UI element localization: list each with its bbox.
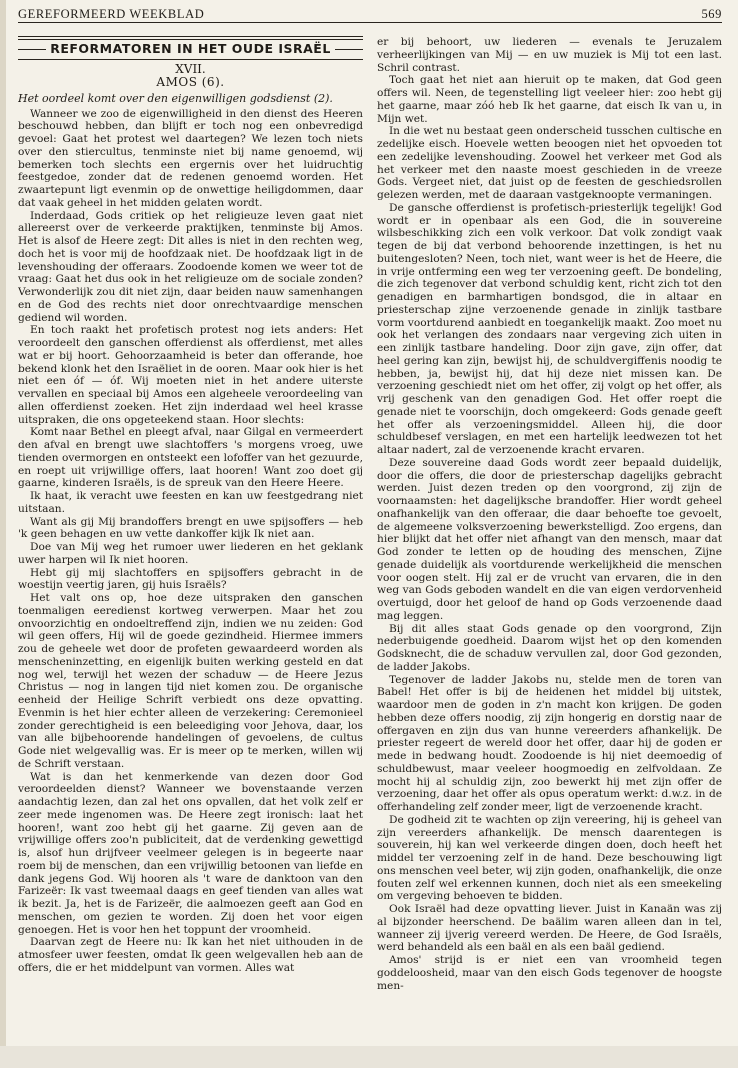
paragraph: Amos' strijd is er niet een van vroomheid tegen goddeloosheid, maar van den eisch Gods tegenover de hoogste men-: [377, 954, 722, 992]
page-number: 569: [701, 7, 722, 21]
paragraph: Tegenover de ladder Jakobs nu, stelde men de toren van Babel! Het offer is bij de heidenen het middel bij uitstek, waardoor men de goden in z'n macht kon krijgen. De goden hebben deze offers noodig, zij zijn hongerig en dorstig naar de offergaven en zijn dus van hunne vereerders afhankelijk. De priester regeert de wereld door het offer, daar hij de goden er mede in bedwang houdt. Zoodoende is hij niet deemoedig of schuldbewust, maar veeleer hoogmoedig en zelfvoldaan. Ze mocht hij al schuldig zijn, zoo bewerkt hij met zijn offer de verzoening, daar het offer als opus operatum werkt: d.w.z. in de offerhandeling zelf zonder meer, ligt de verzoenende kracht.: [377, 673, 722, 813]
page-edge-shadow: [0, 0, 6, 1068]
publication-title: GEREFORMEERD WEEKBLAD: [18, 7, 205, 21]
paragraph: Wat is dan het kenmerkende van dezen door God veroordeelden dienst? Wanneer we bovenstaande verzen aandachtig lezen, dan zal het ons opvallen, dat het volk zelf er zeer mede ingenomen was. De Heere zegt ironisch: laat het hooren!, want zoo hebt gij het gaarne. Zij geven aan de vrijwillige offers zoo'n publiciteit, dat de verdenking gewettigd is, alsof hun drijfveer veelmeer gelegen is in begeerte naar roem bij de menschen, dan een vrijwillig betoonen van liefde en dank jegens God. Wij hooren als 't ware de danktoon van den Farizeër: Ik vast tweemaal daags en geef tienden van alles wat ik bezit. Ja, het is de Farizeër, die aalmoezen geeft aan God en menschen, om gezien te worden. Zij doen het voor eigen genoegen. Het is voor hen het toppunt der vroomheid.: [18, 770, 363, 936]
paragraph: Ook Israël had deze opvatting liever. Juist in Kanaän was zij al bijzonder heerschend. De baälim waren alleen dan in tel, wanneer zij ijverig vereerd werden. De Heere, de God Israëls, werd behandeld als een baäl en als een baäl gediend.: [377, 903, 722, 954]
paragraph: Bij dit alles staat Gods genade op den voorgrond, Zijn nederbuigende goedheid. Daarom wijst het op den komenden Godsknecht, die de schaduw vervullen zal, door God gezonden, de ladder Jakobs.: [377, 622, 722, 673]
paragraph: En toch raakt het profetisch protest nog iets anders: Het veroordeelt den ganschen offerdienst als offerdienst, met alles wat er bij hoort. Gehoorzaamheid is beter dan offerande, hoe bekend klonk het den Israëliet in de ooren. Maar ook hier is het niet een óf — óf. Wij moeten niet in het andere uiterste vervallen en speciaal bij Amos een algeheele veroordeeling van allen offerdienst zoeken. Het zijn inderdaad wel heel krasse uitspraken, die ons opgeteekend staan. Hoor slechts:: [18, 324, 363, 426]
paragraph: Daarvan zegt de Heere nu: Ik kan het niet uithouden in de atmosfeer uwer feesten, omdat Ik geen welgevallen heb aan de offers, die er het middelpunt van vormen. Alles wat: [18, 936, 363, 974]
paragraph: Doe van Mij weg het rumoer uwer liederen en het geklank uwer harpen wil Ik niet hooren.: [18, 541, 363, 566]
title-rule-left: [18, 49, 46, 50]
title-rule-top-1: [18, 36, 363, 37]
header-rule: [18, 22, 722, 23]
title-rule-right: [335, 49, 363, 50]
paragraph: Toch gaat het niet aan hieruit op te maken, dat God geen offers wil. Neen, de tegenstelling ligt veeleer hier: zoo hebt gij het gaarne, maar zóó heb Ik het gaarne, dat eisch Ik van u, in Mijn wet.: [377, 74, 722, 125]
title-row: [18, 43, 363, 56]
article-title-block: [18, 36, 363, 89]
paragraph: De gansche offerdienst is profetisch-priesterlijk tegelijk! God wordt er in openbaar als een God, die in souvereine wilsbeschikking zich een volk verkoor. Dat volk zondigt vaak tegen de bij dat verbond behoorende inzettingen, is het nu buitengesloten? Neen, toch niet, want weer is het de Heere, die in vrije ontferming een weg ter verzoening geeft. De bondeling, die zich tegenover dat verbond schuldig kent, richt zich tot den genadigen en barmhartigen bondsgod, die in altaar en priesterschap zijne verzoenende genade in zinlijk tastbare vorm voortdurend aanbiedt en toegankelijk maakt. Zoo moet nu ook het verlangen des zondaars naar vergeving zich uiten in een zinlijk tastbare handeling. Door zijn gave, zijn offer, dat heel gering kan zijn, bewijst hij, de schuldvergiffenis noodig te hebben, ja, bewijst hij, dat hij deze niet missen kan. De verzoening geschiedt niet om het offer, zij volgt op het offer, als vrij geschenk van den genadigen God. Het offer roept die genade niet te voorschijn, doch omgekeerd: Gods genade geeft het offer als verzoeningsmiddel. Alleen hij, die door schuldbesef verslagen, en met een hartelijk leedwezen tot het altaar nadert, zal de verzoenende kracht ervaren.: [377, 201, 722, 456]
article-columns: [18, 36, 722, 1042]
article-subtitle: AMOS (6).: [156, 74, 225, 89]
right-column: [377, 36, 722, 1042]
article-title: REFORMATOREN IN HET OUDE ISRAËL: [50, 41, 331, 56]
paragraph: Wanneer we zoo de eigenwilligheid in den dienst des Heeren beschouwd hebben, dan blijft er toch nog een onbevredigd gevoel: Gaat het protest wel daartegen? We lezen toch niets over den stiercultus, tenminste niet bij name genoemd, wij bemerken toch slechts een ergernis over het luidruchtig feestgedoe, zonder dat de redenen genoemd worden. Het zwaartepunt ligt evenmin op de onwettige heiligdommen, daar dat vaak geheel in het midden gelaten wordt.: [18, 107, 363, 209]
paragraph: Het valt ons op, hoe deze uitspraken den ganschen toenmaligen eeredienst kortweg verwerpen. Maar het zou onvoorzichtig en ondoeltreffend zijn, indien we nu zeiden: God wil geen offers, Hij wil de goede gezindheid. Hiermee immers zou de geheele wet door de profeten gewaardeerd worden als menscheninzetting, en eigenlijk buiten werking gesteld en dat nog wel, terwijl het wezen der schaduw — de Heere Jezus Christus — nog in langen tijd niet komen zou. De organische eenheid der Heilige Schrift verbiedt ons deze opvatting. Evenmin is het hier echter alleen de verzekering: Ceremonieel zonder gerechtigheid is een beleediging voor Jehova, daar, los van alle bijbehoorende handelingen of gevoelens, de cultus Gode niet welgevallig was. Er is meer op te merken, willen wij de Schrift verstaan.: [18, 592, 363, 770]
paragraph: De godheid zit te wachten op zijn vereering, hij is geheel van zijn vereerders afhankelijk. De mensch daarentegen is souverein, hij kan wel verkeerde dingen doen, doch heeft het middel ter verzoening zelf in de hand. Deze beschouwing ligt ons menschen veel beter, wij zijn goden, onafhankelijk, die onze fouten zelf wel erkennen kunnen, doch niet als een smeekeling om vergeving behoeven te bidden.: [377, 813, 722, 903]
paragraph: Deze souvereine daad Gods wordt zeer bepaald duidelijk, door die offers, die door de priesterschap dagelijks gebracht werden. Juist dezen treden op den voorgrond, zij zijn de voornaamsten: het dagelijksche brandoffer. Hier wordt geheel onafhankelijk van den offeraar, die daar behoefte toe gevoelt, de algemeene volksverzoening bewerkstelligd. Zoo ergens, dan hier blijkt dat het offer niet afhangt van den mensch, maar dat God zonder te letten op de houding des menschen, Zijne genade duidelijk als voortdurende werkelijkheid die menschen voor oogen stelt. Hij zal er de vrucht van ervaren, die in den weg van Gods geboden wandelt en die van eigen verdorvenheid overtuigd, door het geloof de hand op Gods verzoenende daad mag leggen.: [377, 456, 722, 622]
page-bottom-margin: [0, 1046, 738, 1068]
article-lead: Het oordeel komt over den eigenwilligen godsdienst (2).: [18, 91, 333, 105]
left-column: [18, 36, 363, 1042]
paragraph: er bij behoort, uw liederen — evenals te Jeruzalem verheerlijkingen van Mij — en uw muziek is Mij tot een last. Schril contrast.: [377, 36, 722, 74]
title-rule-bottom: [18, 59, 363, 60]
paragraph: Komt naar Bethel en pleegt afval, naar Gilgal en vermeerdert den afval en brengt uwe slachtoffers 's morgens vroeg, uwe tienden overmorgen en ontsteekt een lofoffer van het gezuurde, en roept uit vrijwillige offers, laat hooren! Want zoo doet gij gaarne, kinderen Israëls, is de spreuk van den Heere Heere.: [18, 426, 363, 490]
article-number: XVII.: [175, 61, 206, 76]
paragraph: Want als gij Mij brandoffers brengt en uwe spijsoffers — heb 'k geen behagen en uw vette dankoffer kijk Ik niet aan.: [18, 515, 363, 541]
title-rule-top-2: [18, 39, 363, 40]
paragraph: Ik haat, ik veracht uwe feesten en kan uw feestgedrang niet uitstaan.: [18, 490, 363, 515]
paragraph: Inderdaad, Gods critiek op het religieuze leven gaat niet allereerst over de verkeerde praktijken, tenminste bij Amos. Het is alsof de Heere zegt: Dit alles is niet in den rechten weg, doch het is voor mij de hoofdzaak niet. De hoofdzaak ligt in de levenshouding der offeraars. Zoodoende komen we weer tot de vraag: Gaat het dus ook in het religieuze om de sociale zonden? Verwonderlijk zou dit niet zijn, daar beiden nauw samenhangen en de God des rechts niet door onrechtvaardige menschen gediend wil worden.: [18, 209, 363, 324]
page-header: [18, 2, 722, 22]
paragraph: Hebt gij mij slachtoffers en spijsoffers gebracht in de woestijn veertig jaren, gij huis Israëls?: [18, 566, 363, 592]
paragraph: In die wet nu bestaat geen onderscheid tusschen cultische en zedelijke eisch. Hoevele wetten beoogen niet het opvoeden tot een zedelijke levenshouding. Zoowel het verkeer met God als het verkeer met den naaste moest geschieden in de vreeze Gods. Vergeet niet, dat juist op de feesten de geschiedsrollen gelezen werden, met de daaraan vastgeknoopte vermaningen.: [377, 125, 722, 201]
